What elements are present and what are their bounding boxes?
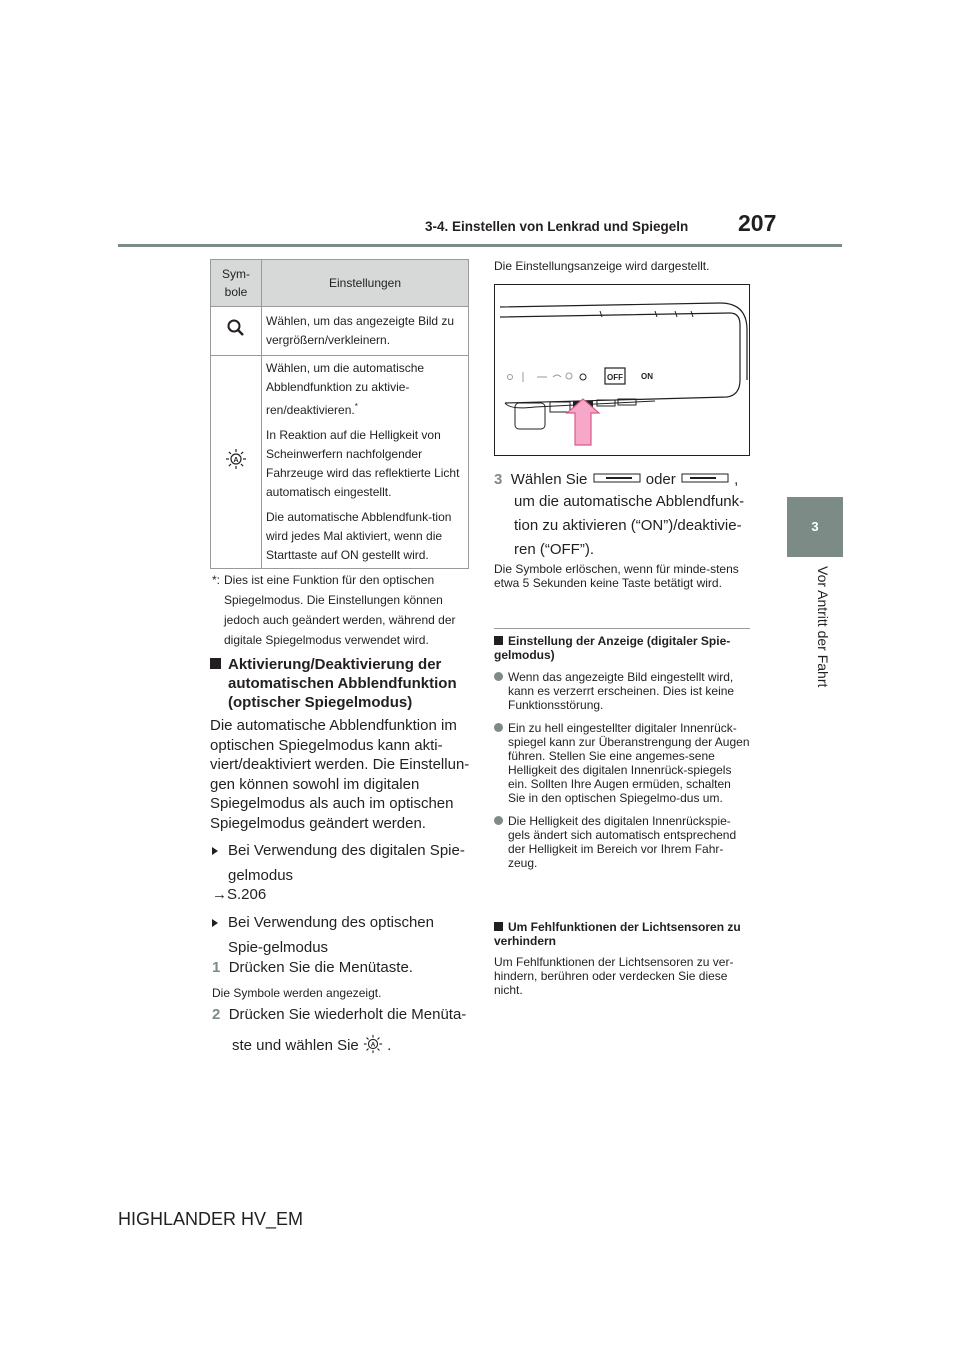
footnote: *: Dies ist eine Funktion für den optischen Spiegelmodus. Die Einstellungen können jedoch auch geändert werden, während der digitale Spiegelmodus verwendet wird. <box>212 573 456 647</box>
step-2: 2 Drücken Sie wiederholt die Menüta- <box>212 1006 467 1023</box>
step-3: 3 Wählen Sie oder , <box>494 471 739 488</box>
mirror-figure <box>494 284 750 456</box>
figure-on-label: ON <box>641 372 653 381</box>
list-item: Die Helligkeit des digitalen Innenrückspie-gels ändert sich automatisch entsprechend der Helligkeit im Bereich vor Ihrem Fahr-zeug. <box>494 814 750 870</box>
table-cell-text: Wählen, um das angezeigte Bild zu vergrößern/verkleinern. <box>262 307 469 356</box>
symbol-table <box>210 259 469 569</box>
step-1: 1 Drücken Sie die Menütaste. <box>212 959 413 976</box>
svg-text:A: A <box>370 1041 376 1049</box>
step-1-note: Die Symbole werden angezeigt. <box>212 986 382 1000</box>
bullet-item: Bei Verwendung des optischen Spie-gelmodus <box>212 910 470 960</box>
intro-paragraph: Die automatische Abblendfunktion im optischen Spiegelmodus kann akti-viert/deaktiviert werden. Die Einstellun-gen können sowohl im digitalen Spiegelmodus als auch im optischen Spiegelmodus geändert werden. <box>210 717 470 832</box>
subsection-heading: Um Fehlfunktionen der Lichtsensoren zu verhindern <box>494 920 741 948</box>
triangle-bullet-icon <box>212 919 218 927</box>
section-title: 3-4. Einstellen von Lenkrad und Spiegeln <box>425 219 689 234</box>
bullet-item: Bei Verwendung des digitalen Spie-gelmodus <box>212 838 470 888</box>
triangle-bullet-icon <box>212 847 218 855</box>
step-2-line2: ste und wählen Sie A . <box>232 1034 391 1056</box>
round-bullet-icon <box>494 723 503 732</box>
footer-model: HIGHLANDER HV_EM <box>118 1209 304 1229</box>
subsection-heading: Einstellung der Anzeige (digitaler Spie-gelmodus) <box>494 634 731 662</box>
button-right-icon <box>680 472 730 484</box>
bullet-list <box>494 670 750 879</box>
chapter-title: Vor Antritt der Fahrt <box>815 566 831 688</box>
table-cell-text: Wählen, um die automatische Abblendfunktion zu aktivie-ren/deaktivieren.* In Reaktion auf die Helligkeit von Scheinwerfern nachfolgender Fahrzeuge wird das reflektierte Licht automatisch eingestellt. Die automatische Abblendfunk-tion wird jedes Mal aktiviert, wenn die Starttaste auf ON gestellt wird. <box>262 356 469 569</box>
page-number: 207 <box>738 210 777 236</box>
figure-off-label: OFF <box>607 373 623 382</box>
display-caption: Die Einstellungsanzeige wird dargestellt. <box>494 259 710 273</box>
table-cell-symbol <box>211 307 262 356</box>
auto-dimming-icon <box>363 1034 383 1054</box>
table-cell-symbol <box>211 356 262 569</box>
page-reference[interactable]: →S.206 <box>212 886 267 903</box>
subsection-text: Um Fehlfunktionen der Lichtsensoren zu ver-hindern, berühren oder verdecken Sie diese nicht. <box>494 955 734 997</box>
section-divider <box>494 628 750 629</box>
square-bullet-icon <box>210 658 221 669</box>
step-3-note: Die Symbole erlöschen, wenn für minde-stens etwa 5 Sekunden keine Taste betätigt wird. <box>494 562 739 590</box>
zoom-icon <box>226 318 246 338</box>
table-row <box>211 356 469 569</box>
list-item: Ein zu hell eingestellter digitaler Innenrück-spiegel kann zur Überanstrengung der Augen führen. Stellen Sie eine angemes-sene Helligkeit des digitalen Innenrück-spiegels ein. Sollten Ihre Augen ermüden, schalten Sie in den optischen Spiegelmo-dus um. <box>494 721 750 805</box>
square-bullet-icon <box>494 922 503 931</box>
list-item: Wenn das angezeigte Bild eingestellt wird, kann es verzerrt erscheinen. Dies ist keine Funktionsstörung. <box>494 670 750 712</box>
svg-text:A: A <box>233 457 239 464</box>
step-3-detail: um die automatische Abblendfunk-tion zu aktivieren (“ON”)/deaktivie-ren (“OFF”). <box>514 493 745 558</box>
table-header-symbol: Sym- bole <box>211 260 262 307</box>
round-bullet-icon <box>494 816 503 825</box>
table-row <box>211 307 469 356</box>
table-header-settings: Einstellungen <box>262 260 469 307</box>
round-bullet-icon <box>494 672 503 681</box>
table-header-row <box>211 260 469 307</box>
button-left-icon <box>592 472 642 484</box>
square-bullet-icon <box>494 636 503 645</box>
header-divider <box>118 244 842 247</box>
chapter-tab: 3 <box>787 497 843 557</box>
mirror-illustration <box>495 285 749 455</box>
auto-dimming-icon <box>225 448 247 470</box>
section-heading: Aktivierung/Deaktivierung der automatischen Abblendfunktion (optischer Spiegelmodus) <box>210 655 470 712</box>
